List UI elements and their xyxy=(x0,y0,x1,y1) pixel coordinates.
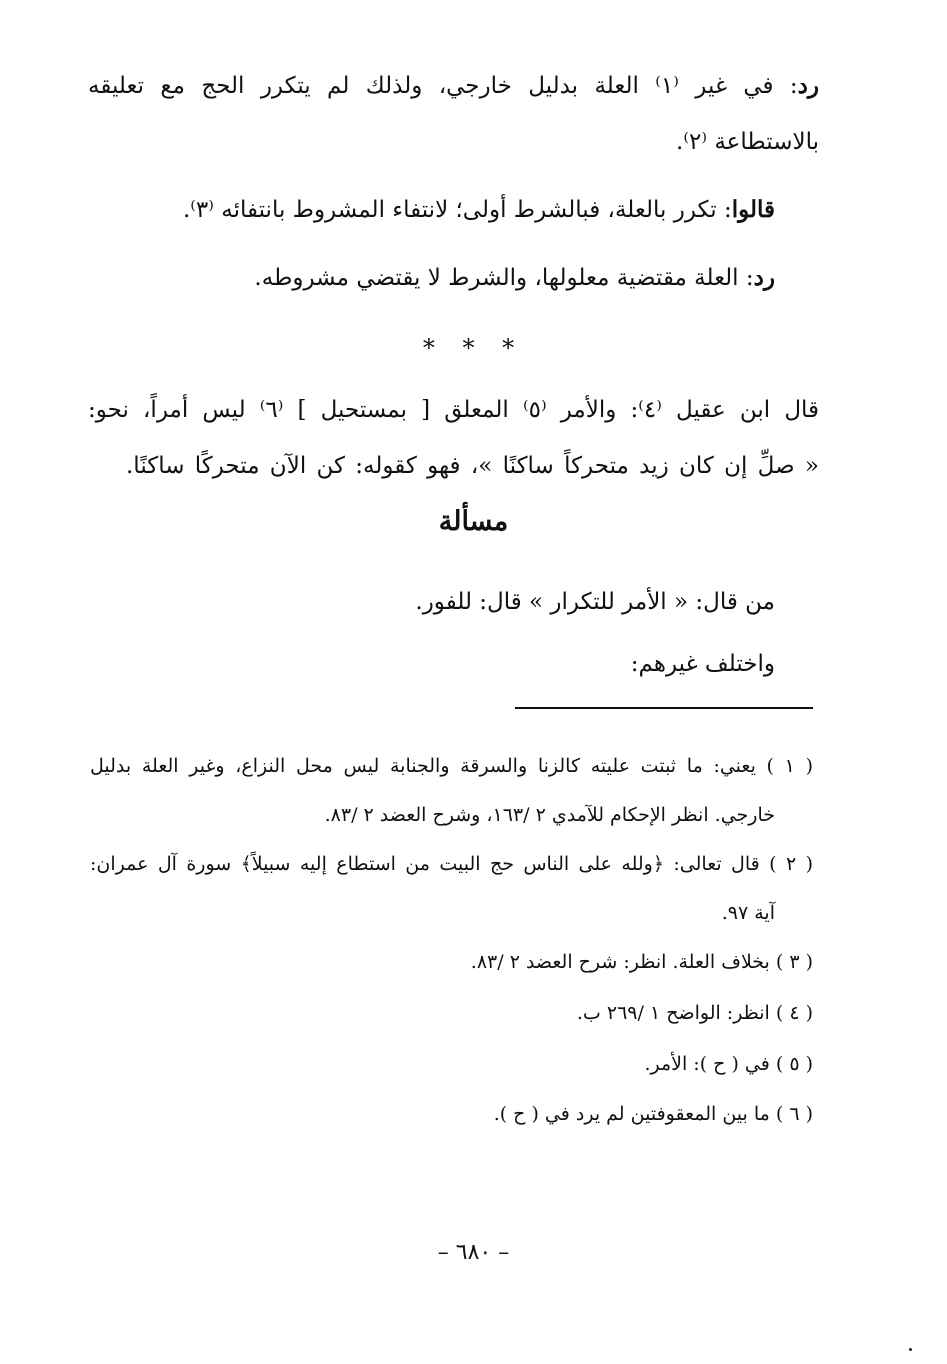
footnote-3: ( ٣ ) بخلاف العلة. انظر: شرح العضد ٢ /٨٣. xyxy=(470,951,813,973)
paragraph-4-line-2: « صلِّ إن كان زيد متحركاً ساكنًا »، فهو كقوله: كن الآن متحركًا ساكنًا. xyxy=(126,453,819,479)
paragraph-5: من قال: « الأمر للتكرار » قال: للفور. xyxy=(415,589,775,615)
paragraph-2-text: : تكرر بالعلة، فبالشرط أولى؛ لانتفاء المشروط بانتفائه ⁽٣⁾. xyxy=(182,197,732,223)
paragraph-2 xyxy=(183,194,775,226)
footnote-2-line-1: ( ٢ ) قال تعالى: ﴿ولله على الناس حج البيت من استطاع إليه سبيلاً﴾ سورة آل عمران: xyxy=(90,853,814,875)
scan-speck xyxy=(909,1348,912,1351)
reply-label: رد xyxy=(753,264,775,291)
paragraph-1-line-2: بالاستطاعة ⁽٢⁾. xyxy=(676,129,819,155)
paragraph-4-line-1: قال ابن عقيل ⁽٤⁾: والأمر ⁽٥⁾ المعلق [ بمستحيل ] ⁽٦⁾ ليس أمراً، نحو: xyxy=(88,397,820,423)
paragraph-3-text: : العلة مقتضية معلولها، والشرط لا يقتضي مشروطه. xyxy=(254,265,754,291)
reply-label: رد xyxy=(797,72,820,99)
page-number: – ٦٨٠ – xyxy=(437,1240,510,1265)
paragraph-1-text: : في غير ⁽١⁾ العلة بدليل خارجي، ولذلك لم يتكرر الحج مع تعليقه xyxy=(88,73,798,99)
footnote-5: ( ٥ ) في ( ح ): الأمر. xyxy=(644,1053,813,1075)
section-separator: * * * xyxy=(422,334,525,362)
paragraph-6: واختلف غيرهم: xyxy=(630,651,775,677)
footnote-6: ( ٦ ) ما بين المعقوفتين لم يرد في ( ح ). xyxy=(493,1103,813,1125)
footnote-2-line-2: آية ٩٧. xyxy=(721,902,775,924)
footnote-1-line-2: خارجي. انظر الإحكام للآمدي ٢ /١٦٣، وشرح العضد ٢ /٨٣. xyxy=(324,804,775,826)
footnote-divider xyxy=(515,707,813,709)
paragraph-3 xyxy=(254,262,775,294)
footnote-1-line-1: ( ١ ) يعني: ما ثبتت عليته كالزنا والسرقة والجنابة ليس محل النزاع، وغير العلة بدليل xyxy=(90,755,813,777)
footnote-4: ( ٤ ) انظر: الواضح ١ /٢٦٩ ب. xyxy=(576,1002,813,1024)
paragraph-1-line-1 xyxy=(88,70,819,102)
section-heading: مسألة xyxy=(438,506,509,537)
objection-label: قالوا xyxy=(731,196,775,223)
